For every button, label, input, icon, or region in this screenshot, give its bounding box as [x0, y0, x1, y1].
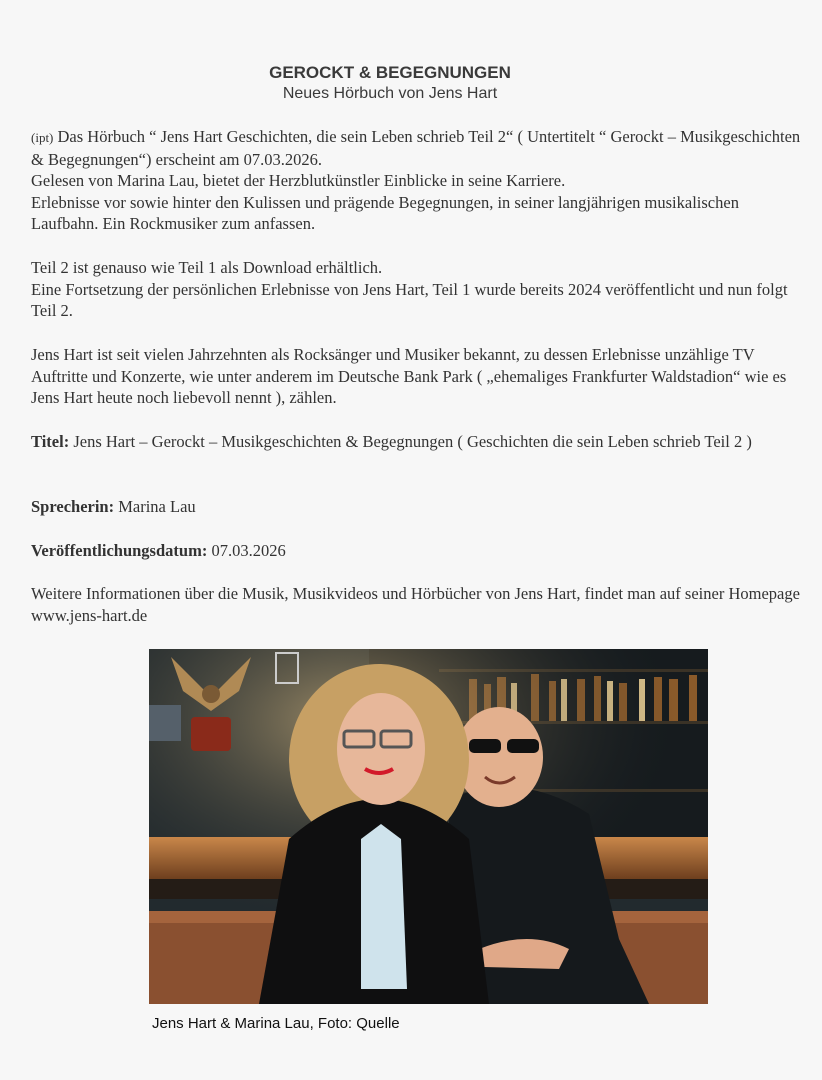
sprecherin-label: Sprecherin: [31, 497, 115, 516]
detail-speaker [31, 496, 801, 518]
paragraph-more-info [31, 583, 801, 626]
intro-text: Das Hörbuch “ Jens Hart Geschichten, die sein Leben schrieb Teil 2“ ( Untertitelt “ Gerockt – Musikgeschichten & Begegnungen“) erscheint am 07.03.2026. [31, 127, 801, 169]
header [0, 62, 780, 104]
titel-label: Titel: [31, 432, 70, 451]
intro-line-3: Erlebnisse vor sowie hinter den Kulissen und prägende Begegnungen, in seiner langjährigen musikalischen Laufbahn. Ein Rockmusiker zum anfassen. [31, 192, 739, 233]
intro-line-2: Gelesen von Marina Lau, bietet der Herzblutkünstler Einblicke in seine Karriere. [31, 171, 566, 190]
titel-value: Jens Hart – Gerockt – Musikgeschichten & Begegnungen ( Geschichten die sein Leben schrieb Teil 2 ) [69, 432, 752, 451]
career-text: Jens Hart ist seit vielen Jahrzehnten als Rocksänger und Musiker bekannt, zu dessen Erlebnisse unzählige TV Auftritte und Konzerte, wie unter anderem im Deutsche Bank Park ( „ehemaliges Frankfurter Waldstadion“ wie es Jens Hart heute noch liebevoll nennt ), zählen. [31, 345, 787, 407]
photo-caption: Jens Hart & Marina Lau, Foto: Quelle [152, 1015, 400, 1032]
datum-value: 07.03.2026 [207, 541, 286, 560]
artist-photo [149, 649, 708, 1004]
paragraph-download [31, 257, 801, 322]
more-info-text: Weitere Informationen über die Musik, Musikvideos und Hörbücher von Jens Hart, findet man auf seiner Homepage www.jens-hart.de [31, 584, 800, 625]
datum-label: Veröffentlichungsdatum: [31, 541, 208, 560]
download-line-2: Eine Fortsetzung der persönlichen Erlebnisse von Jens Hart, Teil 1 wurde bereits 2024 veröffentlicht und nun folgt Teil 2. [31, 279, 788, 320]
page-title: GEROCKT & BEGEGNUNGEN [269, 63, 511, 82]
agency-tag: (ipt) [31, 130, 54, 145]
detail-title [31, 431, 801, 453]
paragraph-career [31, 344, 801, 409]
download-line-1: Teil 2 ist genauso wie Teil 1 als Download erhältlich. [31, 258, 383, 277]
sprecherin-value: Marina Lau [114, 497, 196, 516]
page-subtitle: Neues Hörbuch von Jens Hart [282, 85, 498, 102]
paragraph-intro [31, 126, 801, 235]
detail-date [31, 540, 801, 562]
photo-illustration [149, 649, 708, 1004]
